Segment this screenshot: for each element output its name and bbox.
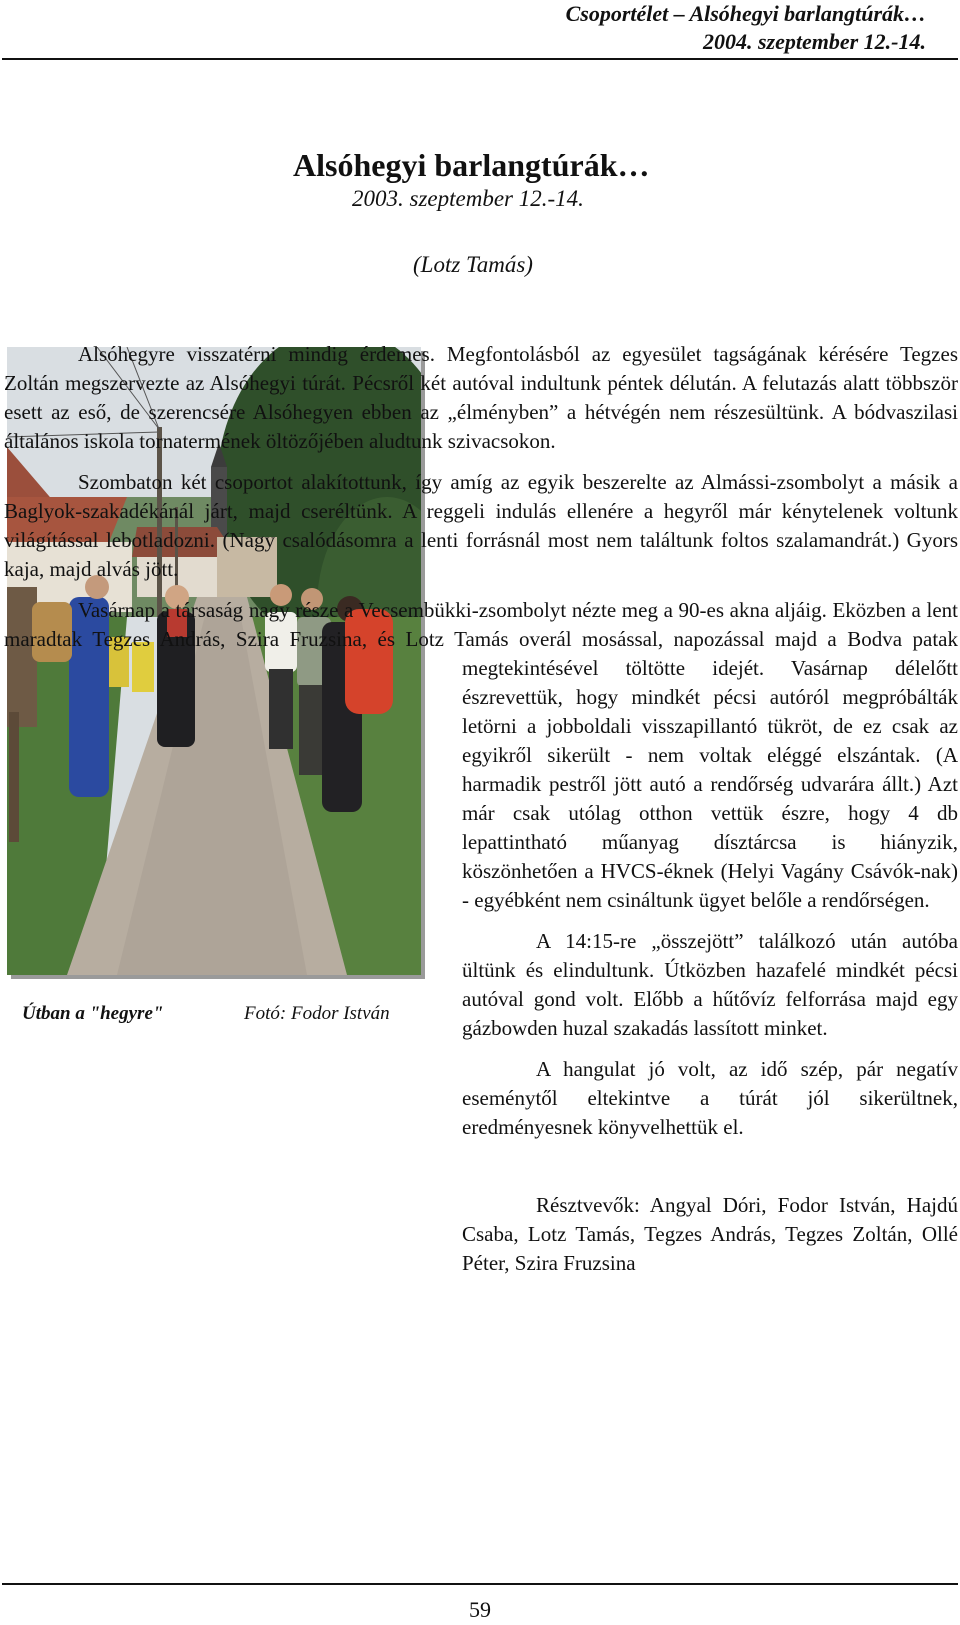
- participants-list: Résztvevők: Angyal Dóri, Fodor István, Hajdú Csaba, Lotz Tamás, Tegzes András, Tegzes Zoltán, Ollé Péter, Szira Fruzsina: [462, 1193, 958, 1275]
- article-paragraph: A 14:15-re „összejött” találkozó után autóba ültünk és elindultunk. Útközben hazafelé mindkét pécsi autóval gond volt. Előbb a hűtővíz felforrása majd egy gázbowden huzal szakadás lassított minket.: [462, 929, 958, 1040]
- article-paragraph: Alsóhegyre visszatérni mindig érdemes. Megfontolásból az egyesület tagságának kérésére Tegzes Zoltán megszervezte az Alsóhegyi túrát. Pécsről két autóval indultunk péntek délután. A felutazás alatt többször esett az eső, de szerencsére Alsóhegyen ebben az „élményben” a hétvégén nem részesültünk. A bódvaszilasi általános iskola tornatermének öltözőjében aludtunk szivacsokon.: [4, 342, 958, 453]
- footer-rule: [2, 1583, 958, 1585]
- article-paragraph: Vasárnap a társaság nagy része a Vecsembükki-zsombolyt nézte meg a 90-es akna aljáig. Eközben a lent maradtak Tegzes András, Szira Fruzsina, és Lotz Tamás overál mosással, napozással majd a Bodva patak megtekintésével töltötte idejét. Vasárnap délelőtt észrevettük, hogy mindkét pécsi autóról megpróbálták letörni a jobboldali visszapillantó tükröt, de ez csak az egyikről sikerült - nem voltak eléggé elszántak. (A harmadik pestről jött autó a rendőrség udvarára állt.) Azt már csak utólag otthon vettük észre, hogy 4 db lepattintható műanyag dísztárcsa is hiányzik, köszönhetően a HVCS-éknek (Helyi Vagány Csávók-nak) - egyébként nem csináltunk ügyet belőle a rendőrségen.: [4, 598, 958, 912]
- article-author: (Lotz Tamás): [413, 252, 533, 277]
- article-paragraph: A hangulat jó volt, az idő szép, pár negatív eseménytől eltekintve a túrát jól sikerültnek, eredményesnek könyvelhettük el.: [462, 1057, 958, 1139]
- photo-caption: Útban a "hegyre": [22, 1003, 164, 1024]
- running-header-title: Csoportélet – Alsóhegyi barlangtúrák…: [565, 1, 926, 26]
- page-number: 59: [469, 1597, 491, 1622]
- photo-credit: Fotó: Fodor István: [244, 1003, 390, 1024]
- article-title: Alsóhegyi barlangtúrák…: [293, 147, 650, 183]
- running-header-date: 2004. szeptember 12.-14.: [702, 29, 926, 54]
- article-body: [4, 0, 958, 1358]
- article-paragraph: Szombaton két csoportot alakítottunk, így amíg az egyik beszerelte az Almássi-zsombolyt a másik a Baglyok-szakadékánál járt, majd cseréltünk. A reggeli indulás ellenére a hegyről már kénytelenek voltunk világítással lebotladozni. (Nagy csalódásomra a lenti forrásnál most nem találtunk foltos szalamandrát.) Gyors kaja, majd alvás jött.: [4, 470, 958, 581]
- article-date: 2003. szeptember 12.-14.: [352, 186, 584, 211]
